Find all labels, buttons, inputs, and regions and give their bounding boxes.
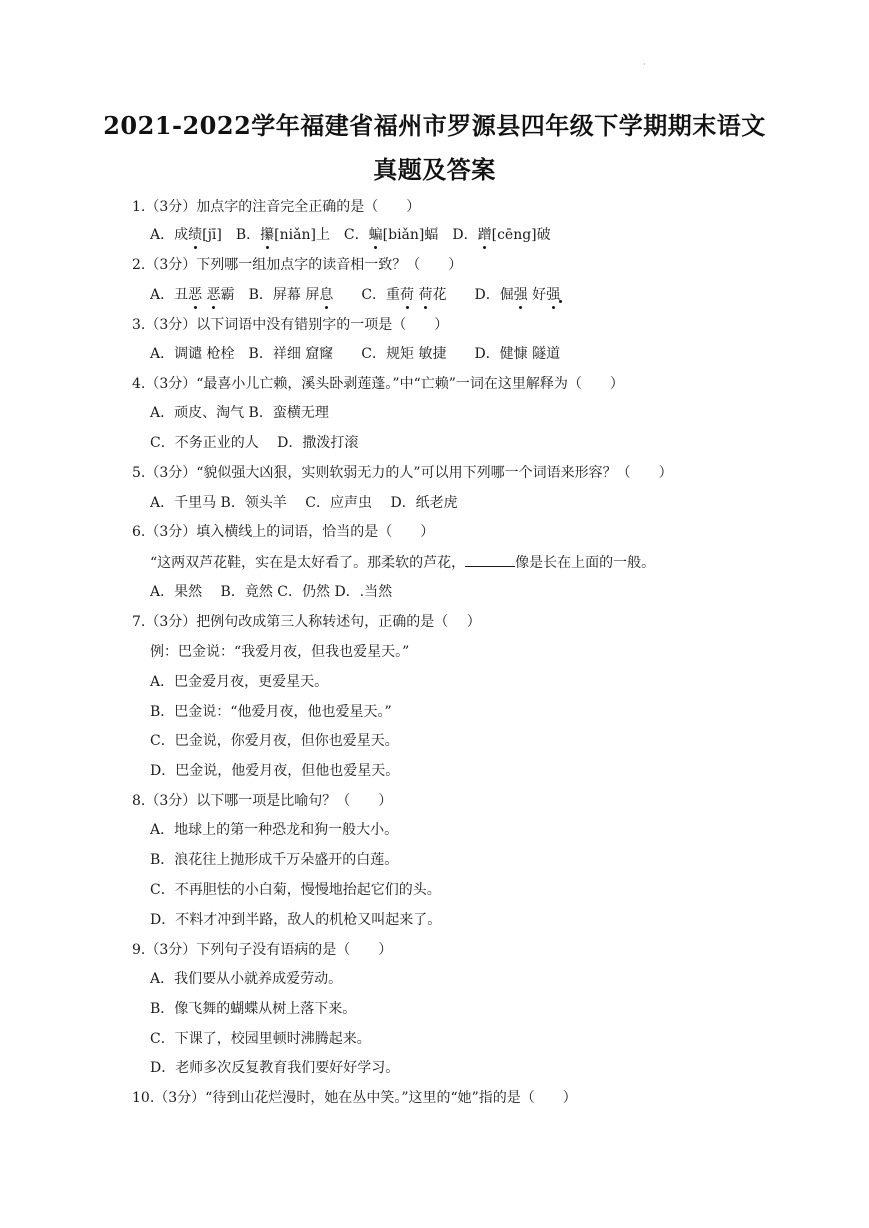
question-3-stem: 3.（3分）以下词语中没有错别字的一项是（ ）	[132, 317, 449, 333]
question-6-options: A．果然 B．竟然 C．仍然 D．.当然	[150, 584, 393, 600]
question-8-option-d: D．不料才冲到半路，敌人的机枪又叫起来了。	[150, 912, 442, 928]
question-9-option-a: A．我们要从小就养成爱劳动。	[150, 971, 343, 987]
question-1-options: A．成绩[jī] B．攥[niǎn]上 C．蝙[biǎn]蝠 D．蹭[cēng]破	[150, 227, 551, 243]
question-7-option-c: C．巴金说，你爱月夜，但你也爱星天。	[150, 733, 399, 749]
question-8-stem: 8.（3分）以下哪一项是比喻句？（ ）	[132, 793, 393, 809]
corner-mark: ·	[643, 60, 646, 69]
question-9-stem: 9.（3分）下列句子没有语病的是（ ）	[132, 942, 393, 958]
question-6-sentence: “这两双芦花鞋，实在是太好看了。那柔软的芦花， 像是长在上面的一般。	[150, 552, 655, 573]
emphasis-dot-char: 绩	[188, 227, 203, 243]
question-9-option-c: C．下课了，校园里顿时沸腾起来。	[150, 1031, 371, 1047]
question-10-stem: 10.（3分）“待到山花烂漫时，她在丛中笑。”这里的“她”指的是（ ）	[132, 1090, 577, 1106]
emphasis-dot-char: 恶	[206, 287, 221, 303]
question-7-stem: 7.（3分）把例句改成第三人称转述句，正确的是（ ）	[132, 614, 481, 630]
emphasis-dot-char: 强	[546, 287, 561, 303]
question-4-option-row-2: C．不务正业的人 D．撒泼打滚	[150, 435, 359, 451]
question-8-option-b: B．浪花往上抛形成千万朵盛开的白莲。	[150, 852, 399, 868]
emphasis-dot-char: 恶	[188, 287, 203, 303]
document-title-line1: 2021-2022学年福建省福州市罗源县四年级下学期期末语文	[103, 111, 766, 140]
emphasis-dot-char: 荷	[400, 287, 415, 303]
question-7-example: 例：巴金说：“我爱月夜，但我也爱星天。”	[150, 644, 410, 660]
question-9-option-b: B．像飞舞的蝴蝶从树上落下来。	[150, 1001, 357, 1017]
question-4-stem: 4.（3分）“最喜小儿亡赖，溪头卧剥莲蓬。”中“亡赖”一词在这里解释为（ ）	[132, 376, 624, 392]
question-2-options: A．丑恶 恶霸 B．屏幕 屏息 C．重荷 荷花 D．倔强 好强	[150, 287, 561, 303]
emphasis-dot-char: 攥	[260, 227, 275, 243]
question-5-options: A．千里马 B．领头羊 C．应声虫 D．纸老虎	[150, 495, 458, 511]
fill-blank-line	[465, 552, 515, 567]
question-7-option-a: A．巴金爱月夜，更爱星天。	[150, 674, 329, 690]
question-9-option-d: D．老师多次反复教育我们要好好学习。	[150, 1060, 400, 1076]
emphasis-dot-char: 蝙	[368, 227, 383, 243]
emphasis-dot-char: 强	[513, 287, 528, 303]
emphasis-dot-char: 蹭	[477, 227, 492, 243]
question-3-options: A．调谴 枪栓 B．祥细 窟窿 C．规矩 敏捷 D．健慷 隧道	[150, 346, 561, 362]
question-7-option-b: B．巴金说：“他爱月夜，他也爱星天。”	[150, 704, 392, 720]
question-4-option-row-1: A．顽皮、淘气 B．蛮横无理	[150, 405, 329, 421]
emphasis-dot-char: 息	[319, 287, 334, 303]
question-8-option-c: C．不再胆怯的小白菊，慢慢地抬起它们的头。	[150, 882, 441, 898]
emphasis-dot-char: 荷	[418, 287, 433, 303]
document-title-line2: 真题及答案	[373, 155, 496, 184]
question-5-stem: 5.（3分）“貌似强大凶狠，实则软弱无力的人”可以用下列哪一个词语来形容？（ ）	[132, 465, 673, 481]
question-1-stem: 1.（3分）加点字的注音完全正确的是（ ）	[132, 199, 421, 215]
question-2-stem: 2.（3分）下列哪一组加点字的读音相一致？（ ）	[132, 257, 463, 273]
question-8-option-a: A．地球上的第一种恐龙和狗一般大小。	[150, 822, 399, 838]
question-6-stem: 6.（3分）填入横线上的词语，恰当的是（ ）	[132, 524, 435, 540]
question-7-option-d: D．巴金说，他爱月夜，但他也爱星天。	[150, 763, 400, 779]
